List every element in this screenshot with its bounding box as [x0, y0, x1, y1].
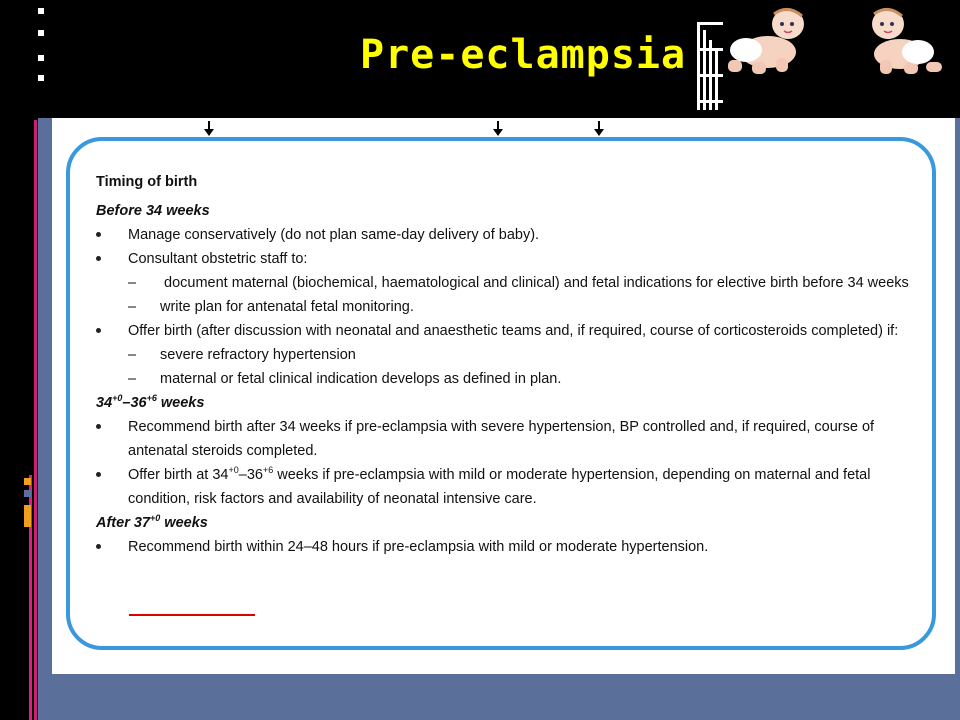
list-item: Recommend birth after 34 weeks if pre-eclampsia with severe hypertension, BP controlled and, if required, course of antenatal steroids completed. [96, 415, 926, 463]
deco-square [24, 490, 31, 497]
section-heading-34-36: $34^{+0}-36^{+6}$ weeks [96, 393, 205, 411]
list-item: Consultant obstetric staff to: [96, 247, 926, 271]
list-subitem: – severe refractory hypertension [128, 347, 356, 363]
deco-square [24, 505, 31, 527]
slide-title: Pre-eclampsia [360, 32, 687, 78]
list-item: Offer birth at $34^{+0}-36^{+6}$ weeks if pre-eclampsia with mild or moderate hypertension, depending on maternal and fetal condition, risk factors and availability of neonatal intensive care. [96, 463, 926, 511]
section-heading-before-34: Before 34 weeks [96, 203, 210, 219]
deco-square [24, 478, 31, 485]
list-subitem: – document maternal (biochemical, haematological and clinical) and fetal indications for elective birth before 34 weeks [128, 275, 909, 291]
bullet-icon [96, 256, 101, 261]
timing-of-birth-content [96, 170, 926, 559]
left-decor-strip [0, 0, 38, 720]
slide-header [38, 0, 960, 118]
box-heading: Timing of birth [96, 174, 198, 190]
red-underline-annotation [129, 614, 255, 616]
deco-grid-icon [38, 0, 108, 118]
baby-crawling-left-icon [718, 6, 806, 78]
section-heading-after-37: After $37^{+0}$ weeks [96, 513, 208, 531]
left-accent-line [34, 120, 37, 720]
list-item: Manage conservatively (do not plan same-day delivery of baby). [96, 223, 926, 247]
baby-crawling-right-icon [860, 6, 948, 78]
bullet-icon [96, 544, 101, 549]
list-subitem: – write plan for antenatal fetal monitoring. [128, 299, 414, 315]
bullet-icon [96, 472, 101, 477]
list-item: Offer birth (after discussion with neonatal and anaesthetic teams and, if required, course of corticosteroids completed) if: [96, 319, 926, 343]
list-subitem: – maternal or fetal clinical indication develops as defined in plan. [128, 371, 562, 387]
bullet-icon [96, 424, 101, 429]
bullet-icon [96, 232, 101, 237]
list-item: Recommend birth within 24–48 hours if pre-eclampsia with mild or moderate hypertension. [96, 535, 926, 559]
bullet-icon [96, 328, 101, 333]
